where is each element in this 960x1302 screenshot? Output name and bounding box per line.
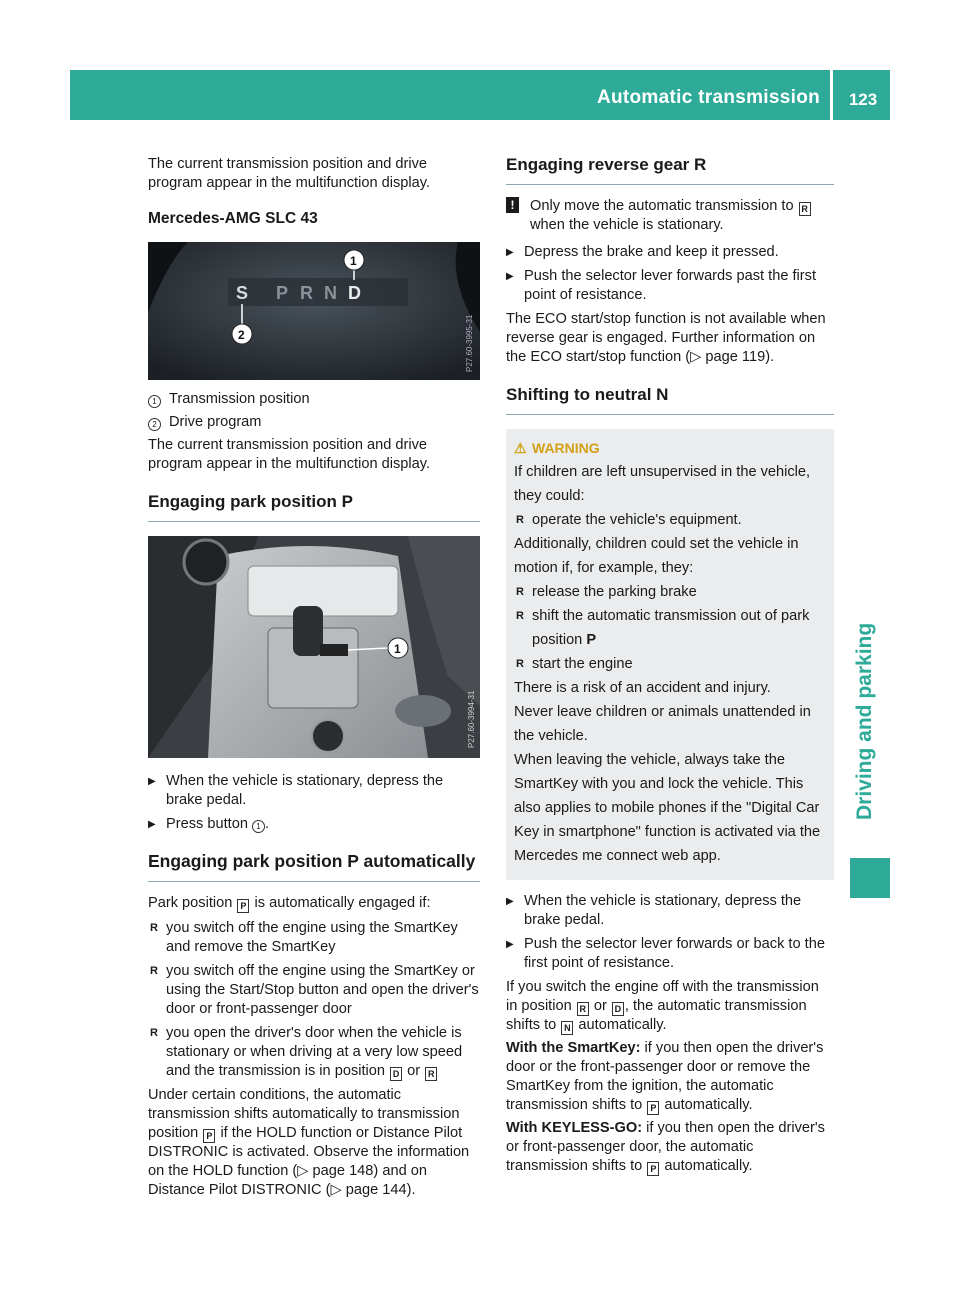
- circled-2-icon: 2: [148, 418, 161, 431]
- intro-text: The current transmission position and drive program appear in the multifunction display.: [148, 156, 431, 191]
- console-photo: [148, 536, 480, 758]
- multifunction-display-image: [148, 242, 480, 380]
- reverse-step-2: ▶ Push the selector lever forwards past the first point of resistance.: [506, 267, 834, 305]
- callout-2-label: 2: [238, 328, 245, 342]
- warning-bullet: R start the engine: [516, 656, 633, 672]
- reverse-heading: Engaging reverse gear R: [506, 155, 834, 185]
- right-column: [506, 155, 834, 1176]
- display-photo: [148, 242, 480, 380]
- circled-1-icon: 1: [148, 395, 161, 408]
- warning-bullet: R release the parking brake: [516, 584, 697, 600]
- display-letter-r: R: [300, 283, 313, 303]
- bullet-item: R you switch off the engine using the SmartKey or using the Start/Stop button and open the driver's door or front-passenger door: [150, 963, 479, 1017]
- key-d-icon: D: [390, 1067, 402, 1081]
- park-heading: Engaging park position P: [148, 492, 480, 522]
- warning-bullet: R operate the vehicle's equipment.: [516, 512, 742, 528]
- keyless-text: With KEYLESS-GO: if you then open the driver's or front-passenger door, the automatic transmission shifts to P automatically.: [506, 1120, 825, 1174]
- key-p-icon: P: [647, 1101, 659, 1115]
- callout-1-label: 1: [350, 254, 357, 268]
- warning-text: Additionally, children could set the vehicle in motion if, for example, they:: [514, 536, 799, 576]
- legend-item-1: [148, 390, 480, 409]
- key-d-icon: D: [612, 1002, 624, 1016]
- center-console-image: [148, 536, 480, 758]
- key-p-icon: P: [647, 1162, 659, 1176]
- warning-title: ⚠ WARNING: [514, 440, 600, 456]
- eco-text: The ECO start/stop function is not available when reverse gear is engaged. Further information on the ECO start/stop function (▷ page 119).: [506, 311, 826, 365]
- neutral-step-1: ▶ When the vehicle is stationary, depress the brake pedal.: [506, 892, 834, 930]
- display-letter-s: S: [236, 283, 249, 303]
- circled-1-icon: 1: [252, 820, 265, 833]
- park-auto-intro: Park position P is automatically engaged if:: [148, 895, 431, 911]
- side-tab: [836, 310, 896, 830]
- key-r-icon: R: [577, 1002, 589, 1016]
- park-step-2: ▶ Press button 1 .: [148, 815, 480, 834]
- warning-box: [506, 429, 834, 880]
- side-tab-label: Driving and parking: [853, 622, 876, 820]
- bullet-item: R you switch off the engine using the SmartKey and remove the SmartKey: [150, 920, 458, 955]
- key-p-icon: P: [237, 899, 249, 913]
- closing-text: Under certain conditions, the automatic transmission shifts automatically to transmission position P if the HOLD function or Distance Pilot DISTRONIC is activated. Observe the information on the HOLD function (▷ page 148) and on Distance Pilot DISTRONIC (▷ page 144).: [148, 1087, 470, 1198]
- warning-text: If children are left unsupervised in the vehicle, they could:: [514, 464, 811, 504]
- side-tab-marker: [850, 858, 890, 898]
- model-heading: Mercedes-AMG SLC 43: [148, 210, 318, 227]
- key-n-icon: N: [561, 1021, 573, 1035]
- switch-off-text: If you switch the engine off with the transmission in position R or D , the automatic transmission shifts to N automatically.: [506, 979, 819, 1033]
- park-auto-heading: Engaging park position P automatically: [148, 852, 480, 882]
- warning-bullet: R shift the automatic transmission out of park position P: [516, 608, 810, 648]
- neutral-step-2: ▶ Push the selector lever forwards or back to the first point of resistance.: [506, 935, 834, 973]
- page-number: 123: [848, 90, 878, 109]
- display-letter-p: P: [276, 283, 289, 303]
- header-divider: [830, 70, 833, 120]
- legend-2-text: Drive program: [169, 414, 262, 430]
- left-column: [148, 155, 480, 1200]
- display-letter-n: N: [324, 283, 337, 303]
- key-p-icon: P: [203, 1129, 215, 1143]
- legend-item-2: [148, 413, 480, 432]
- smartkey-text: With the SmartKey: if you then open the driver's door or the front-passenger door or remove the SmartKey from the ignition, the automatic transmission shifts to P automatically.: [506, 1040, 824, 1113]
- reverse-step-1: ▶ Depress the brake and keep it pressed.: [506, 243, 834, 262]
- park-step-1: ▶ When the vehicle is stationary, depress the brake pedal.: [148, 772, 480, 810]
- legend-1-text: Transmission position: [169, 391, 310, 407]
- caution-note: ! Only move the automatic transmission to R when the vehicle is stationary.: [506, 197, 834, 235]
- warning-text: There is a risk of an accident and injury.: [514, 680, 771, 696]
- callout-1-label-console: 1: [394, 642, 401, 656]
- after-image-text: The current transmission position and drive program appear in the multifunction display.: [148, 437, 431, 472]
- image-code-1: P27.60-3995-31: [465, 314, 474, 372]
- image-code-2: P27.60-3994-31: [467, 690, 476, 748]
- neutral-heading: Shifting to neutral N: [506, 385, 834, 415]
- page-title: Automatic transmission: [596, 87, 820, 108]
- warning-text: When leaving the vehicle, always take the SmartKey with you and lock the vehicle. This also applies to mobile phones if the "Digital Car Key in smartphone" function is activated via the Mercedes me connect web app.: [514, 752, 821, 864]
- warning-triangle-icon: ⚠: [514, 440, 527, 456]
- key-r-icon: R: [799, 202, 811, 216]
- display-letter-d: D: [348, 283, 361, 303]
- caution-icon: !: [506, 197, 519, 213]
- key-r-icon: R: [425, 1067, 437, 1081]
- warning-text: Never leave children or animals unattended in the vehicle.: [514, 704, 811, 744]
- park-step-2-text: Press button: [166, 816, 248, 832]
- bullet-item: R you open the driver's door when the vehicle is stationary or when driving at a very low speed and the transmission is in position D or R: [150, 1025, 463, 1079]
